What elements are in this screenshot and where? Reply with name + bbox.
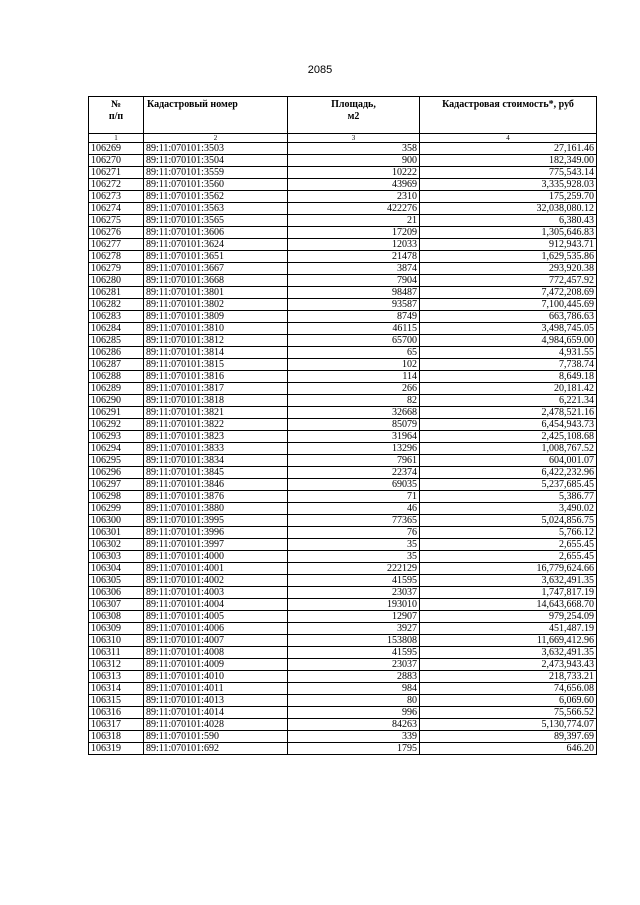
- area-value: 23037: [288, 587, 420, 599]
- row-number: 106305: [89, 575, 144, 587]
- cadastral-number: 89:11:070101:3802: [144, 299, 288, 311]
- cadastral-number: 89:11:070101:3606: [144, 227, 288, 239]
- table-row: [89, 251, 597, 263]
- cadastral-number: 89:11:070101:3809: [144, 311, 288, 323]
- row-number: 106279: [89, 263, 144, 275]
- table-row: [89, 455, 597, 467]
- table-row: [89, 419, 597, 431]
- area-value: 35: [288, 551, 420, 563]
- table-row: [89, 371, 597, 383]
- row-number: 106297: [89, 479, 144, 491]
- cadastral-number: 89:11:070101:4010: [144, 671, 288, 683]
- header-number-line2: п/п: [108, 111, 124, 122]
- cadastral-number: 89:11:070101:3668: [144, 275, 288, 287]
- area-value: 41595: [288, 575, 420, 587]
- cadastral-number: 89:11:070101:4005: [144, 611, 288, 623]
- cadastral-number: 89:11:070101:3833: [144, 443, 288, 455]
- row-number: 106312: [89, 659, 144, 671]
- table-row: [89, 527, 597, 539]
- table-row: [89, 155, 597, 167]
- cadastral-cost: 4,984,659.00: [420, 335, 597, 347]
- table-row: [89, 215, 597, 227]
- cadastral-cost: 772,457.92: [420, 275, 597, 287]
- cadastral-cost: 293,920.38: [420, 263, 597, 275]
- cadastral-number: 89:11:070101:3995: [144, 515, 288, 527]
- cadastral-number: 89:11:070101:4008: [144, 647, 288, 659]
- row-number: 106272: [89, 179, 144, 191]
- cadastral-cost: 7,472,208.69: [420, 287, 597, 299]
- area-value: 102: [288, 359, 420, 371]
- table-row: [89, 359, 597, 371]
- row-number: 106278: [89, 251, 144, 263]
- table-row: [89, 623, 597, 635]
- row-number: 106286: [89, 347, 144, 359]
- row-number: 106270: [89, 155, 144, 167]
- area-value: 69035: [288, 479, 420, 491]
- cadastral-number: 89:11:070101:3834: [144, 455, 288, 467]
- cadastral-cost: 8,649.18: [420, 371, 597, 383]
- table-row: [89, 611, 597, 623]
- row-number: 106293: [89, 431, 144, 443]
- column-index: 1: [89, 134, 144, 143]
- area-value: 984: [288, 683, 420, 695]
- area-value: 12033: [288, 239, 420, 251]
- row-number: 106308: [89, 611, 144, 623]
- cadastral-number: 89:11:070101:4028: [144, 719, 288, 731]
- area-value: 21: [288, 215, 420, 227]
- area-value: 46: [288, 503, 420, 515]
- area-value: 13296: [288, 443, 420, 455]
- row-number: 106282: [89, 299, 144, 311]
- table-row: [89, 347, 597, 359]
- row-number: 106294: [89, 443, 144, 455]
- area-value: 21478: [288, 251, 420, 263]
- area-value: 3927: [288, 623, 420, 635]
- table-row: [89, 743, 597, 755]
- area-value: 339: [288, 731, 420, 743]
- table-row: [89, 167, 597, 179]
- table-row: [89, 395, 597, 407]
- cadastral-cost: 32,038,080.12: [420, 203, 597, 215]
- cadastral-cost: 5,237,685.45: [420, 479, 597, 491]
- table-row: [89, 563, 597, 575]
- cadastral-number: 89:11:070101:4001: [144, 563, 288, 575]
- header-cadastral-cost: Кадастровая стоимость*, руб: [420, 97, 597, 134]
- header-area-line2: м2: [347, 111, 360, 122]
- header-cadastral-number: Кадастровый номер: [144, 97, 288, 134]
- cadastral-cost: 5,130,774.07: [420, 719, 597, 731]
- cadastral-number: 89:11:070101:3997: [144, 539, 288, 551]
- cadastral-number: 89:11:070101:3845: [144, 467, 288, 479]
- cadastral-cost: 218,733.21: [420, 671, 597, 683]
- row-number: 106309: [89, 623, 144, 635]
- row-number: 106289: [89, 383, 144, 395]
- area-value: 71: [288, 491, 420, 503]
- cadastral-cost: 775,543.14: [420, 167, 597, 179]
- cadastral-number: 89:11:070101:3822: [144, 419, 288, 431]
- header-area: [288, 97, 420, 134]
- cadastral-number: 89:11:070101:3817: [144, 383, 288, 395]
- cadastral-cost: 912,943.71: [420, 239, 597, 251]
- cadastral-number: 89:11:070101:3563: [144, 203, 288, 215]
- area-value: 114: [288, 371, 420, 383]
- area-value: 222129: [288, 563, 420, 575]
- table-row: [89, 287, 597, 299]
- cadastral-number: 89:11:070101:3816: [144, 371, 288, 383]
- cadastral-cost: 1,747,817.19: [420, 587, 597, 599]
- cadastral-cost: 6,069.60: [420, 695, 597, 707]
- table-row: [89, 227, 597, 239]
- cadastral-number: 89:11:070101:4004: [144, 599, 288, 611]
- table-row: [89, 539, 597, 551]
- area-value: 193010: [288, 599, 420, 611]
- cadastral-cost: 604,001.07: [420, 455, 597, 467]
- table-row: [89, 323, 597, 335]
- cadastral-number: 89:11:070101:692: [144, 743, 288, 755]
- column-index: 3: [288, 134, 420, 143]
- cadastral-cost: 979,254.09: [420, 611, 597, 623]
- cadastral-cost: 1,629,535.86: [420, 251, 597, 263]
- cadastral-number: 89:11:070101:3559: [144, 167, 288, 179]
- table-row: [89, 311, 597, 323]
- area-value: 3874: [288, 263, 420, 275]
- table-row: [89, 191, 597, 203]
- header-area-line1: Площадь,: [331, 99, 376, 110]
- row-number: 106269: [89, 143, 144, 155]
- cadastral-cost: 451,487.19: [420, 623, 597, 635]
- table-row: [89, 467, 597, 479]
- table-row: [89, 491, 597, 503]
- cadastral-number: 89:11:070101:3565: [144, 215, 288, 227]
- row-number: 106301: [89, 527, 144, 539]
- table-row: [89, 203, 597, 215]
- area-value: 31964: [288, 431, 420, 443]
- row-number: 106299: [89, 503, 144, 515]
- column-index: 4: [420, 134, 597, 143]
- area-value: 10222: [288, 167, 420, 179]
- cadastral-number: 89:11:070101:3846: [144, 479, 288, 491]
- table-row: [89, 575, 597, 587]
- table-row: [89, 695, 597, 707]
- cadastral-number: 89:11:070101:4006: [144, 623, 288, 635]
- table-row: [89, 431, 597, 443]
- cadastral-cost: 11,669,412.96: [420, 635, 597, 647]
- row-number: 106317: [89, 719, 144, 731]
- cadastral-cost: 27,161.46: [420, 143, 597, 155]
- area-value: 2883: [288, 671, 420, 683]
- area-value: 358: [288, 143, 420, 155]
- row-number: 106302: [89, 539, 144, 551]
- cadastral-cost: 4,931.55: [420, 347, 597, 359]
- area-value: 996: [288, 707, 420, 719]
- row-number: 106298: [89, 491, 144, 503]
- area-value: 65: [288, 347, 420, 359]
- cadastral-cost: 2,655.45: [420, 551, 597, 563]
- row-number: 106277: [89, 239, 144, 251]
- cadastral-cost: 2,473,943.43: [420, 659, 597, 671]
- area-value: 35: [288, 539, 420, 551]
- table-row: [89, 635, 597, 647]
- cadastral-number: 89:11:070101:3876: [144, 491, 288, 503]
- cadastral-number: 89:11:070101:3801: [144, 287, 288, 299]
- column-index: 2: [144, 134, 288, 143]
- table-row: [89, 143, 597, 155]
- area-value: 76: [288, 527, 420, 539]
- cadastral-number: 89:11:070101:3812: [144, 335, 288, 347]
- cadastral-cost: 5,766.12: [420, 527, 597, 539]
- area-value: 22374: [288, 467, 420, 479]
- cadastral-cost: 646.20: [420, 743, 597, 755]
- table-row: [89, 479, 597, 491]
- cadastral-number: 89:11:070101:3810: [144, 323, 288, 335]
- area-value: 153808: [288, 635, 420, 647]
- area-value: 43969: [288, 179, 420, 191]
- table-row: [89, 707, 597, 719]
- cadastral-cost: 2,478,521.16: [420, 407, 597, 419]
- area-value: 2310: [288, 191, 420, 203]
- cadastral-number: 89:11:070101:3504: [144, 155, 288, 167]
- area-value: 77365: [288, 515, 420, 527]
- table-row: [89, 587, 597, 599]
- cadastral-number: 89:11:070101:3996: [144, 527, 288, 539]
- area-value: 17209: [288, 227, 420, 239]
- row-number: 106296: [89, 467, 144, 479]
- cadastral-cost: 75,566.52: [420, 707, 597, 719]
- area-value: 1795: [288, 743, 420, 755]
- cadastral-number: 89:11:070101:3503: [144, 143, 288, 155]
- row-number: 106288: [89, 371, 144, 383]
- cadastral-cost: 5,386.77: [420, 491, 597, 503]
- area-value: 7961: [288, 455, 420, 467]
- table-row: [89, 719, 597, 731]
- page-number: 2085: [307, 64, 333, 76]
- area-value: 32668: [288, 407, 420, 419]
- area-value: 23037: [288, 659, 420, 671]
- cadastral-number: 89:11:070101:3667: [144, 263, 288, 275]
- table-row: [89, 299, 597, 311]
- table-row: [89, 659, 597, 671]
- cadastral-number: 89:11:070101:4009: [144, 659, 288, 671]
- row-number: 106280: [89, 275, 144, 287]
- table-row: [89, 263, 597, 275]
- cadastral-number: 89:11:070101:3562: [144, 191, 288, 203]
- cadastral-number: 89:11:070101:4002: [144, 575, 288, 587]
- cadastral-number: 89:11:070101:4000: [144, 551, 288, 563]
- row-number: 106304: [89, 563, 144, 575]
- table-row: [89, 407, 597, 419]
- row-number: 106314: [89, 683, 144, 695]
- cadastral-cost: 3,498,745.05: [420, 323, 597, 335]
- row-number: 106307: [89, 599, 144, 611]
- row-number: 106271: [89, 167, 144, 179]
- table-row: [89, 383, 597, 395]
- cadastral-number: 89:11:070101:3624: [144, 239, 288, 251]
- table-row: [89, 239, 597, 251]
- cadastral-cost: 2,655.45: [420, 539, 597, 551]
- table-row: [89, 275, 597, 287]
- area-value: 98487: [288, 287, 420, 299]
- cadastral-number: 89:11:070101:4003: [144, 587, 288, 599]
- table-row: [89, 335, 597, 347]
- cadastral-cost: 16,779,624.66: [420, 563, 597, 575]
- cadastral-cost: 3,335,928.03: [420, 179, 597, 191]
- cadastral-cost: 6,380.43: [420, 215, 597, 227]
- cadastral-number: 89:11:070101:3821: [144, 407, 288, 419]
- row-number: 106303: [89, 551, 144, 563]
- cadastral-cost: 2,425,108.68: [420, 431, 597, 443]
- header-row: [89, 97, 597, 134]
- row-number: 106295: [89, 455, 144, 467]
- row-number: 106283: [89, 311, 144, 323]
- area-value: 900: [288, 155, 420, 167]
- cadastral-number: 89:11:070101:3823: [144, 431, 288, 443]
- cadastral-number: 89:11:070101:3560: [144, 179, 288, 191]
- table-row: [89, 503, 597, 515]
- cadastral-cost: 7,738.74: [420, 359, 597, 371]
- cadastral-cost: 1,008,767.52: [420, 443, 597, 455]
- cadastral-number: 89:11:070101:590: [144, 731, 288, 743]
- cadastral-cost: 74,656.08: [420, 683, 597, 695]
- row-number: 106311: [89, 647, 144, 659]
- column-index-row: [89, 134, 597, 143]
- cadastral-cost: 6,422,232.96: [420, 467, 597, 479]
- cadastral-number: 89:11:070101:3814: [144, 347, 288, 359]
- table-row: [89, 179, 597, 191]
- cadastral-cost: 6,454,943.73: [420, 419, 597, 431]
- row-number: 106306: [89, 587, 144, 599]
- row-number: 106274: [89, 203, 144, 215]
- row-number: 106291: [89, 407, 144, 419]
- area-value: 41595: [288, 647, 420, 659]
- cadastral-cost: 175,259.70: [420, 191, 597, 203]
- cadastral-cost: 3,632,491.35: [420, 647, 597, 659]
- area-value: 93587: [288, 299, 420, 311]
- header-number: [89, 97, 144, 134]
- row-number: 106316: [89, 707, 144, 719]
- row-number: 106319: [89, 743, 144, 755]
- cadastral-cost: 3,490.02: [420, 503, 597, 515]
- area-value: 7904: [288, 275, 420, 287]
- cadastral-cost: 89,397.69: [420, 731, 597, 743]
- cadastral-cost: 7,100,445.69: [420, 299, 597, 311]
- cadastral-number: 89:11:070101:4013: [144, 695, 288, 707]
- table-row: [89, 671, 597, 683]
- cadastral-number: 89:11:070101:3651: [144, 251, 288, 263]
- table-row: [89, 599, 597, 611]
- cadastral-cost: 5,024,856.75: [420, 515, 597, 527]
- cadastral-cost: 182,349.00: [420, 155, 597, 167]
- row-number: 106287: [89, 359, 144, 371]
- area-value: 82: [288, 395, 420, 407]
- area-value: 266: [288, 383, 420, 395]
- cadastral-number: 89:11:070101:3880: [144, 503, 288, 515]
- area-value: 422276: [288, 203, 420, 215]
- row-number: 106281: [89, 287, 144, 299]
- area-value: 65700: [288, 335, 420, 347]
- cadastral-cost: 6,221.34: [420, 395, 597, 407]
- row-number: 106284: [89, 323, 144, 335]
- cadastral-table: [88, 96, 597, 755]
- table-row: [89, 515, 597, 527]
- cadastral-number: 89:11:070101:3815: [144, 359, 288, 371]
- row-number: 106285: [89, 335, 144, 347]
- row-number: 106290: [89, 395, 144, 407]
- cadastral-number: 89:11:070101:4007: [144, 635, 288, 647]
- area-value: 85079: [288, 419, 420, 431]
- cadastral-number: 89:11:070101:3818: [144, 395, 288, 407]
- row-number: 106318: [89, 731, 144, 743]
- table-row: [89, 647, 597, 659]
- area-value: 80: [288, 695, 420, 707]
- cadastral-cost: 20,181.42: [420, 383, 597, 395]
- cadastral-cost: 1,305,646.83: [420, 227, 597, 239]
- row-number: 106315: [89, 695, 144, 707]
- area-value: 8749: [288, 311, 420, 323]
- cadastral-number: 89:11:070101:4011: [144, 683, 288, 695]
- cadastral-cost: 663,786.63: [420, 311, 597, 323]
- area-value: 46115: [288, 323, 420, 335]
- row-number: 106273: [89, 191, 144, 203]
- row-number: 106313: [89, 671, 144, 683]
- cadastral-number: 89:11:070101:4014: [144, 707, 288, 719]
- row-number: 106275: [89, 215, 144, 227]
- area-value: 84263: [288, 719, 420, 731]
- row-number: 106310: [89, 635, 144, 647]
- table-row: [89, 551, 597, 563]
- header-number-line1: №: [110, 99, 122, 110]
- row-number: 106292: [89, 419, 144, 431]
- row-number: 106300: [89, 515, 144, 527]
- row-number: 106276: [89, 227, 144, 239]
- table-row: [89, 683, 597, 695]
- table-row: [89, 443, 597, 455]
- table-row: [89, 731, 597, 743]
- cadastral-cost: 14,643,668.70: [420, 599, 597, 611]
- cadastral-cost: 3,632,491.35: [420, 575, 597, 587]
- area-value: 12907: [288, 611, 420, 623]
